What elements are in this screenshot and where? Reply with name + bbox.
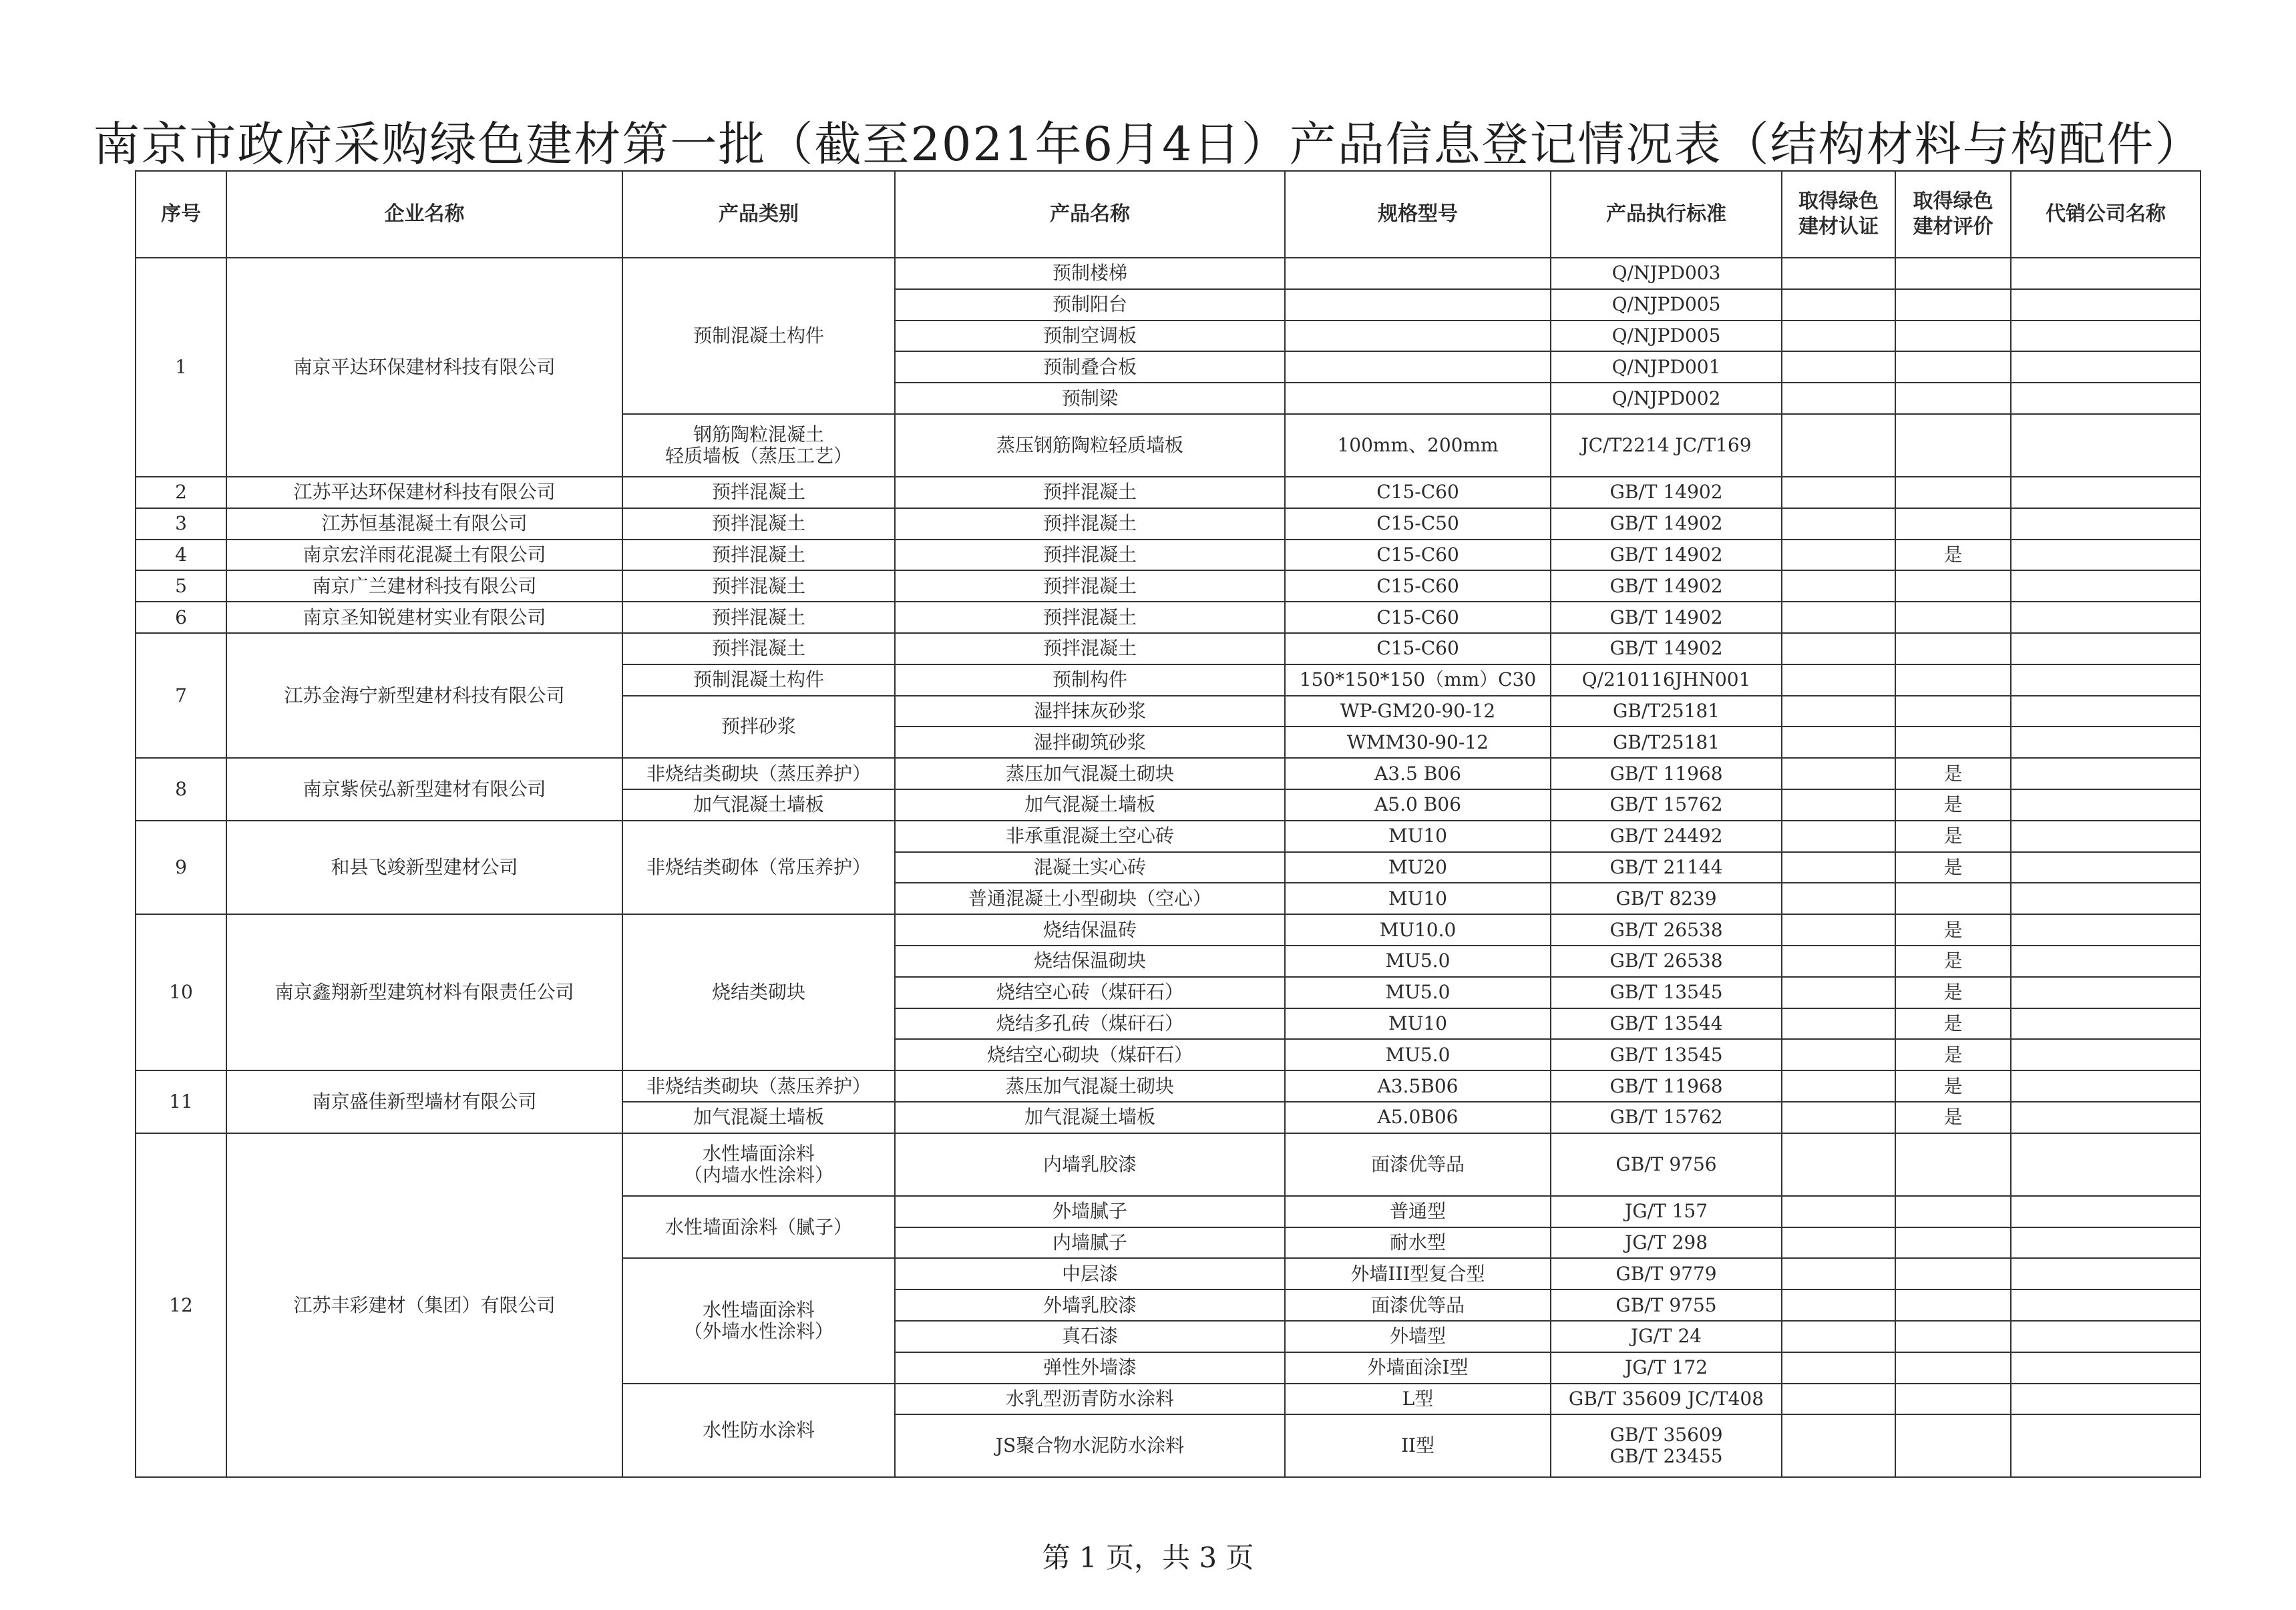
product-name: 预拌混凝土 [895, 633, 1285, 664]
product-standard: Q/210116JHN001 [1551, 664, 1782, 696]
product-spec: C15-C60 [1285, 633, 1551, 664]
green-evaluation [1895, 1289, 2011, 1321]
agent-company [2011, 1102, 2201, 1133]
green-certification [1782, 1039, 1895, 1070]
green-certification [1782, 852, 1895, 883]
table-row [136, 258, 2201, 289]
product-standard: JG/T 172 [1551, 1352, 1782, 1384]
product-standard: Q/NJPD002 [1551, 383, 1782, 414]
product-name: 湿拌抹灰砂浆 [895, 696, 1285, 727]
table-row [136, 602, 2201, 633]
row-number: 4 [136, 540, 226, 571]
green-certification [1782, 258, 1895, 289]
product-standard: GB/T 15762 [1551, 1102, 1782, 1133]
table-body [136, 258, 2201, 1477]
green-evaluation: 是 [1895, 1070, 2011, 1102]
green-certification [1782, 1008, 1895, 1040]
product-name: 蒸压加气混凝土砌块 [895, 758, 1285, 789]
agent-company [2011, 1008, 2201, 1040]
product-spec: 150*150*150（mm）C30 [1285, 664, 1551, 696]
agent-company [2011, 602, 2201, 633]
col-header-no: 序号 [136, 171, 226, 258]
product-standard: GB/T 15762 [1551, 789, 1782, 821]
company-name: 和县飞竣新型建材公司 [226, 821, 622, 914]
product-name: 烧结多孔砖（煤矸石） [895, 1008, 1285, 1040]
agent-company [2011, 258, 2201, 289]
product-category: 预拌砂浆 [622, 696, 895, 759]
product-category: 预拌混凝土 [622, 570, 895, 602]
product-name: 非承重混凝土空心砖 [895, 821, 1285, 852]
green-certification [1782, 633, 1895, 664]
green-certification [1782, 570, 1895, 602]
table-row [136, 1133, 2201, 1196]
table-row [136, 477, 2201, 508]
product-standard: GB/T 9756 [1551, 1133, 1782, 1196]
product-category: 预拌混凝土 [622, 508, 895, 540]
product-spec: MU10 [1285, 1008, 1551, 1040]
product-category: 预制混凝土构件 [622, 664, 895, 696]
header-row [136, 171, 2201, 258]
agent-company [2011, 1070, 2201, 1102]
product-name: 普通混凝土小型砌块（空心） [895, 883, 1285, 914]
green-certification [1782, 758, 1895, 789]
product-name: 烧结保温砌块 [895, 946, 1285, 977]
product-category: 水性墙面涂料（腻子） [622, 1196, 895, 1259]
product-name: 混凝土实心砖 [895, 852, 1285, 883]
product-spec: 面漆优等品 [1285, 1133, 1551, 1196]
green-evaluation: 是 [1895, 1102, 2011, 1133]
green-certification [1782, 914, 1895, 946]
product-spec: MU5.0 [1285, 1039, 1551, 1070]
green-evaluation [1895, 414, 2011, 477]
green-evaluation: 是 [1895, 1008, 2011, 1040]
product-spec: MU20 [1285, 852, 1551, 883]
product-name: 预制楼梯 [895, 258, 1285, 289]
green-evaluation [1895, 602, 2011, 633]
product-standard: GB/T 26538 [1551, 946, 1782, 977]
green-certification [1782, 883, 1895, 914]
product-spec: C15-C50 [1285, 508, 1551, 540]
green-certification [1782, 946, 1895, 977]
table-row [136, 570, 2201, 602]
green-evaluation [1895, 1227, 2011, 1259]
table-row [136, 1070, 2201, 1102]
product-name: 预拌混凝土 [895, 540, 1285, 571]
product-spec: 外墙型 [1285, 1321, 1551, 1352]
product-standard: GB/T 13545 [1551, 977, 1782, 1008]
green-certification [1782, 540, 1895, 571]
product-standard: GB/T 11968 [1551, 1070, 1782, 1102]
col-header-agent: 代销公司名称 [2011, 171, 2201, 258]
green-evaluation: 是 [1895, 540, 2011, 571]
green-certification [1782, 1227, 1895, 1259]
agent-company [2011, 977, 2201, 1008]
green-certification [1782, 1321, 1895, 1352]
green-evaluation [1895, 1414, 2011, 1477]
green-certification [1782, 602, 1895, 633]
product-name: 中层漆 [895, 1258, 1285, 1289]
product-category: 预拌混凝土 [622, 602, 895, 633]
agent-company [2011, 477, 2201, 508]
product-name: 湿拌砌筑砂浆 [895, 727, 1285, 758]
product-name: 预制空调板 [895, 321, 1285, 352]
product-spec [1285, 289, 1551, 321]
product-name: 内墙乳胶漆 [895, 1133, 1285, 1196]
product-standard: GB/T25181 [1551, 727, 1782, 758]
product-name: 预制叠合板 [895, 351, 1285, 383]
agent-company [2011, 383, 2201, 414]
agent-company [2011, 1414, 2201, 1477]
row-number: 5 [136, 570, 226, 602]
green-certification [1782, 321, 1895, 352]
product-category: 预制混凝土构件 [622, 258, 895, 414]
col-header-standard: 产品执行标准 [1551, 171, 1782, 258]
agent-company [2011, 1258, 2201, 1289]
product-name: 预拌混凝土 [895, 570, 1285, 602]
green-evaluation [1895, 258, 2011, 289]
agent-company [2011, 570, 2201, 602]
company-name: 南京广兰建材科技有限公司 [226, 570, 622, 602]
product-name: 外墙腻子 [895, 1196, 1285, 1227]
company-name: 南京盛佳新型墙材有限公司 [226, 1070, 622, 1133]
product-name: 预制梁 [895, 383, 1285, 414]
table-row [136, 758, 2201, 789]
product-spec: WMM30-90-12 [1285, 727, 1551, 758]
agent-company [2011, 414, 2201, 477]
green-evaluation: 是 [1895, 914, 2011, 946]
product-standard: GB/T 14902 [1551, 477, 1782, 508]
row-number: 12 [136, 1133, 226, 1478]
green-evaluation [1895, 1133, 2011, 1196]
product-standard: GB/T 9779 [1551, 1258, 1782, 1289]
product-standard: GB/T 14902 [1551, 508, 1782, 540]
product-spec: MU10.0 [1285, 914, 1551, 946]
product-spec: C15-C60 [1285, 602, 1551, 633]
green-certification [1782, 1289, 1895, 1321]
col-header-category: 产品类别 [622, 171, 895, 258]
product-spec: 普通型 [1285, 1196, 1551, 1227]
green-certification [1782, 1102, 1895, 1133]
green-evaluation [1895, 664, 2011, 696]
agent-company [2011, 664, 2201, 696]
green-evaluation [1895, 477, 2011, 508]
product-standard: JG/T 298 [1551, 1227, 1782, 1259]
product-standard: GB/T 24492 [1551, 821, 1782, 852]
green-certification [1782, 1196, 1895, 1227]
green-evaluation [1895, 570, 2011, 602]
product-name: 外墙乳胶漆 [895, 1289, 1285, 1321]
product-spec: MU5.0 [1285, 977, 1551, 1008]
product-category: 预拌混凝土 [622, 633, 895, 664]
agent-company [2011, 1384, 2201, 1415]
green-evaluation: 是 [1895, 1039, 2011, 1070]
product-spec [1285, 351, 1551, 383]
agent-company [2011, 852, 2201, 883]
product-standard: Q/NJPD005 [1551, 289, 1782, 321]
green-certification [1782, 664, 1895, 696]
product-spec: MU5.0 [1285, 946, 1551, 977]
green-evaluation: 是 [1895, 946, 2011, 977]
green-certification [1782, 1384, 1895, 1415]
product-spec: 耐水型 [1285, 1227, 1551, 1259]
product-category: 水性墙面涂料 （内墙水性涂料） [622, 1133, 895, 1196]
product-category: 水性墙面涂料 （外墙水性涂料） [622, 1258, 895, 1383]
green-evaluation [1895, 1384, 2011, 1415]
agent-company [2011, 789, 2201, 821]
product-standard: JC/T2214 JC/T169 [1551, 414, 1782, 477]
agent-company [2011, 1039, 2201, 1070]
row-number: 6 [136, 602, 226, 633]
product-name: JS聚合物水泥防水涂料 [895, 1414, 1285, 1477]
company-name: 南京圣知锐建材实业有限公司 [226, 602, 622, 633]
product-name: 蒸压加气混凝土砌块 [895, 1070, 1285, 1102]
product-spec [1285, 258, 1551, 289]
product-category: 加气混凝土墙板 [622, 789, 895, 821]
agent-company [2011, 633, 2201, 664]
green-certification [1782, 289, 1895, 321]
agent-company [2011, 696, 2201, 727]
product-spec: C15-C60 [1285, 477, 1551, 508]
table-row [136, 633, 2201, 664]
product-spec: 外墙III型复合型 [1285, 1258, 1551, 1289]
green-certification [1782, 477, 1895, 508]
product-name: 预拌混凝土 [895, 508, 1285, 540]
product-name: 蒸压钢筋陶粒轻质墙板 [895, 414, 1285, 477]
product-standard: GB/T 13544 [1551, 1008, 1782, 1040]
green-evaluation [1895, 633, 2011, 664]
product-name: 预制构件 [895, 664, 1285, 696]
green-certification [1782, 414, 1895, 477]
col-header-company: 企业名称 [226, 171, 622, 258]
product-standard: GB/T 35609 GB/T 23455 [1551, 1414, 1782, 1477]
table-row [136, 508, 2201, 540]
product-spec: 面漆优等品 [1285, 1289, 1551, 1321]
product-name: 水乳型沥青防水涂料 [895, 1384, 1285, 1415]
page-footer: 第 1 页，共 3 页 [1042, 1541, 1254, 1574]
agent-company [2011, 883, 2201, 914]
product-standard: GB/T 21144 [1551, 852, 1782, 883]
registration-table [135, 170, 2201, 1478]
green-certification [1782, 1414, 1895, 1477]
row-number: 11 [136, 1070, 226, 1133]
product-category: 加气混凝土墙板 [622, 1102, 895, 1133]
product-spec: MU10 [1285, 821, 1551, 852]
green-evaluation [1895, 696, 2011, 727]
row-number: 10 [136, 914, 226, 1070]
product-standard: JG/T 24 [1551, 1321, 1782, 1352]
product-spec: A3.5B06 [1285, 1070, 1551, 1102]
green-evaluation [1895, 727, 2011, 758]
agent-company [2011, 1133, 2201, 1196]
table-row [136, 540, 2201, 571]
product-spec [1285, 321, 1551, 352]
product-name: 烧结空心砖（煤矸石） [895, 977, 1285, 1008]
agent-company [2011, 351, 2201, 383]
product-category: 非烧结类砌块（蒸压养护） [622, 1070, 895, 1102]
product-spec: 外墙面涂Ⅰ型 [1285, 1352, 1551, 1384]
green-evaluation [1895, 1352, 2011, 1384]
product-name: 内墙腻子 [895, 1227, 1285, 1259]
product-standard: GB/T 14902 [1551, 570, 1782, 602]
green-evaluation [1895, 1258, 2011, 1289]
green-certification [1782, 727, 1895, 758]
green-evaluation [1895, 883, 2011, 914]
green-evaluation [1895, 321, 2011, 352]
product-standard: GB/T 14902 [1551, 540, 1782, 571]
product-spec: A5.0B06 [1285, 1102, 1551, 1133]
product-spec: 100mm、200mm [1285, 414, 1551, 477]
agent-company [2011, 289, 2201, 321]
agent-company [2011, 758, 2201, 789]
green-evaluation: 是 [1895, 977, 2011, 1008]
green-evaluation [1895, 508, 2011, 540]
agent-company [2011, 321, 2201, 352]
product-spec: C15-C60 [1285, 570, 1551, 602]
product-category: 预拌混凝土 [622, 477, 895, 508]
product-category: 烧结类砌块 [622, 914, 895, 1070]
green-evaluation [1895, 351, 2011, 383]
agent-company [2011, 1227, 2201, 1259]
row-number: 8 [136, 758, 226, 821]
company-name: 江苏平达环保建材科技有限公司 [226, 477, 622, 508]
agent-company [2011, 1289, 2201, 1321]
green-certification [1782, 789, 1895, 821]
green-certification [1782, 508, 1895, 540]
green-certification [1782, 1133, 1895, 1196]
agent-company [2011, 1196, 2201, 1227]
row-number: 7 [136, 633, 226, 758]
table-row [136, 914, 2201, 946]
product-standard: GB/T 8239 [1551, 883, 1782, 914]
product-name: 弹性外墙漆 [895, 1352, 1285, 1384]
product-name: 烧结保温砖 [895, 914, 1285, 946]
company-name: 江苏恒基混凝土有限公司 [226, 508, 622, 540]
green-evaluation: 是 [1895, 821, 2011, 852]
product-standard: JG/T 157 [1551, 1196, 1782, 1227]
col-header-spec: 规格型号 [1285, 171, 1551, 258]
company-name: 南京平达环保建材科技有限公司 [226, 258, 622, 477]
product-category: 水性防水涂料 [622, 1384, 895, 1478]
green-evaluation: 是 [1895, 758, 2011, 789]
agent-company [2011, 727, 2201, 758]
green-certification [1782, 821, 1895, 852]
company-name: 南京紫侯弘新型建材有限公司 [226, 758, 622, 821]
agent-company [2011, 1321, 2201, 1352]
product-name: 预拌混凝土 [895, 477, 1285, 508]
green-certification [1782, 383, 1895, 414]
green-certification [1782, 351, 1895, 383]
company-name: 南京鑫翔新型建筑材料有限责任公司 [226, 914, 622, 1070]
row-number: 9 [136, 821, 226, 914]
agent-company [2011, 508, 2201, 540]
product-name: 加气混凝土墙板 [895, 789, 1285, 821]
green-evaluation [1895, 383, 2011, 414]
table-row [136, 821, 2201, 852]
green-certification [1782, 1352, 1895, 1384]
product-standard: GB/T 9755 [1551, 1289, 1782, 1321]
product-category: 非烧结类砌块（蒸压养护） [622, 758, 895, 789]
product-standard: GB/T 14902 [1551, 602, 1782, 633]
product-spec: L型 [1285, 1384, 1551, 1415]
col-header-certification: 取得绿色建材认证 [1782, 171, 1895, 258]
green-evaluation [1895, 1196, 2011, 1227]
product-name: 真石漆 [895, 1321, 1285, 1352]
product-spec: WP-GM20-90-12 [1285, 696, 1551, 727]
product-name: 预拌混凝土 [895, 602, 1285, 633]
col-header-product: 产品名称 [895, 171, 1285, 258]
page-title: 南京市政府采购绿色建材第一批（截至2021年6月4日）产品信息登记情况表（结构材料与构配件） [93, 117, 2203, 172]
product-standard: GB/T 26538 [1551, 914, 1782, 946]
product-spec: A3.5 B06 [1285, 758, 1551, 789]
product-category: 预拌混凝土 [622, 540, 895, 571]
agent-company [2011, 821, 2201, 852]
product-spec: C15-C60 [1285, 540, 1551, 571]
green-certification [1782, 696, 1895, 727]
green-evaluation [1895, 1321, 2011, 1352]
product-standard: GB/T 11968 [1551, 758, 1782, 789]
row-number: 1 [136, 258, 226, 477]
product-standard: Q/NJPD005 [1551, 321, 1782, 352]
product-name: 加气混凝土墙板 [895, 1102, 1285, 1133]
green-certification [1782, 977, 1895, 1008]
green-evaluation: 是 [1895, 852, 2011, 883]
product-standard: Q/NJPD003 [1551, 258, 1782, 289]
green-certification [1782, 1258, 1895, 1289]
product-standard: Q/NJPD001 [1551, 351, 1782, 383]
product-category: 非烧结类砌体（常压养护） [622, 821, 895, 914]
product-name: 烧结空心砌块（煤矸石） [895, 1039, 1285, 1070]
product-category: 钢筋陶粒混凝土 轻质墙板（蒸压工艺） [622, 414, 895, 477]
agent-company [2011, 1352, 2201, 1384]
green-certification [1782, 1070, 1895, 1102]
agent-company [2011, 540, 2201, 571]
company-name: 江苏金海宁新型建材科技有限公司 [226, 633, 622, 758]
company-name: 南京宏洋雨花混凝土有限公司 [226, 540, 622, 571]
product-spec: A5.0 B06 [1285, 789, 1551, 821]
row-number: 2 [136, 477, 226, 508]
product-name: 预制阳台 [895, 289, 1285, 321]
product-spec: MU10 [1285, 883, 1551, 914]
product-spec [1285, 383, 1551, 414]
agent-company [2011, 914, 2201, 946]
product-spec: II型 [1285, 1414, 1551, 1477]
product-standard: GB/T 14902 [1551, 633, 1782, 664]
company-name: 江苏丰彩建材（集团）有限公司 [226, 1133, 622, 1478]
product-standard: GB/T 13545 [1551, 1039, 1782, 1070]
row-number: 3 [136, 508, 226, 540]
agent-company [2011, 946, 2201, 977]
green-evaluation [1895, 289, 2011, 321]
product-standard: GB/T25181 [1551, 696, 1782, 727]
col-header-evaluation: 取得绿色建材评价 [1895, 171, 2011, 258]
product-standard: GB/T 35609 JC/T408 [1551, 1384, 1782, 1415]
green-evaluation: 是 [1895, 789, 2011, 821]
